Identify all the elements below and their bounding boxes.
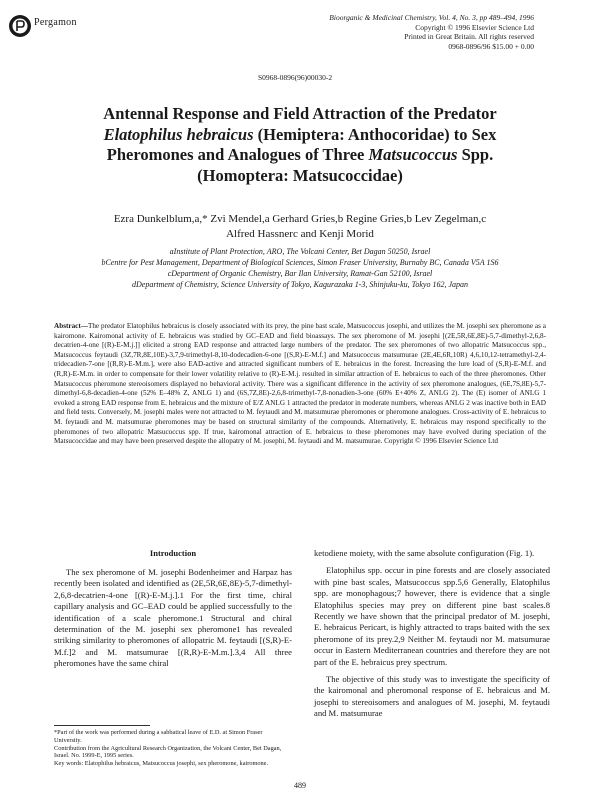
journal-citation-line: 0968-0896/96 $15.00 + 0.00 (448, 41, 534, 51)
footnotes (54, 729, 282, 768)
footnote: Contribution from the Agricultural Research Organization, the Volcani Center, Bet Dagan, Israel. No. 1999-E, 1995 series. (54, 744, 282, 760)
page-number: 489 (294, 781, 306, 790)
affiliation: bCentre for Pest Management, Department of Biological Sciences, Simon Fraser University, Burnaby BC, Canada V5A 1S6 (101, 258, 499, 267)
title-line (40, 145, 560, 166)
body-paragraph: The objective of this study was to investigate the specificity of the kairomonal and pheromonal response of E. hebraicus and M. josephi to stereoisomers and analogues of M. josephi, M. feytaudi and M. matsumurae (314, 674, 550, 719)
title-species: Elatophilus hebraicus (103, 124, 254, 144)
footnote: *Part of the work was performed during a sabbatical leave of E.D. at Simon Fraser University. (54, 729, 263, 744)
author-line: Alfred Hassnerc and Kenji Morid (226, 228, 374, 240)
paper-title (40, 104, 560, 186)
title-line: (Homoptera: Matsucoccidae) (197, 165, 403, 185)
title-line-rest: (Hemiptera: Anthocoridae) to Sex (253, 124, 497, 144)
publisher-name: Pergamon (34, 17, 77, 28)
affiliation: dDepartment of Chemistry, Science University of Tokyo, Kagurazaka 1-3, Shinjuku-ku, Tokyo 162, Japan (131, 280, 469, 289)
journal-citation-line: Bioorganic & Medicinal Chemistry, Vol. 4, No. 3, pp 489–494, 1996 (329, 13, 534, 22)
abstract (54, 322, 546, 447)
title-line-pre: Pheromones and Analogues of Three (106, 145, 369, 164)
title-line (40, 125, 560, 146)
journal-citation (329, 13, 534, 51)
abstract-label: Abstract— (54, 322, 88, 330)
title-genus: Matsucoccus (368, 145, 458, 164)
footnote: Key words: Elatophilus hebraicus, Matsucoccus josephi, sex pheromone, kairomone. (54, 760, 269, 768)
title-line-post: Spp. (457, 145, 494, 164)
affiliation: cDepartment of Organic Chemistry, Bar Ilan University, Ramat-Gan 52100, Israel (167, 269, 433, 278)
body-paragraph: ketodiene moiety, with the same absolute configuration (Fig. 1). (314, 548, 535, 558)
abstract-text: The predator Elatophilus hebraicus is closely associated with its prey, the pine bast scale, Matsucoccus josephi, and utilizes the M. josephi sex pheromone as a kairomone. Kairomonal activity of E. hebraicus was studied by GC–EAD and field bioassays. The sex pheromone of M. josephi [(2E,5R,6E,8E)-5,7-dimethyl-2,6,8-decatrien-4-one [(R)-E-M.j.]] elicited a strong EAD response and attracted large numbers of the predator. The sex pheromones of two allopatric Matsucoccus spp., Matsucoccus feytaudi (3Z,7R,8E,10E)-3,7,9-trimethyl-8,10-dodecadien-6-one [(S,R)-E-M.f.] and Matsucoccus matsumurae (2E,4E,6R,10R) 4,6,10,12-tetramethyl-2,4-tridecadien-7-one [(R,R)-E-M.m.], were also EAD-active and attracted significant numbers of E. hebraicus in the forest. Increasing the lure load of (S,R)-E-M.f. and (R,R)-E-M.m. in order to compensate for their lower volatility relative to (R)-E-M.j. resulted in similar attraction of E. hebraicus to each of the three pheromones. Other Matsucoccus pheromone stereoisomers displayed no behavioral activity. There was a significant difference in the activity of sex pheromone analogues, (6E,7S,8E)-5,7-dimethyl-6,8-decadien-4-one (52% E–48% Z, ANLG 1) and (6S,7Z,8E)-2,6,8-trimethyl-7,8-nonadien-3-one (60% E+40% Z, ANLG 2). The (E) isomer of ANLG 1 evoked a strong EAD response from E. hebraicus and the mixture of E/Z ANLG 1 attracted the predator in moderate numbers, whereas ANLG 2 was inactive both in EAD and field tests. Conversely, M. josephi males were not attracted to M. feytaudi and M. matsumurae pheromones or pheromone analogues. Cross-activity of E. hebraicus to M. feytaudi and M. matsumurae pheromones may be based on structural similarity of the compounds. Alternatively, E. hebraicus may respond specifically to the pheromones of two allopatric Matsucoccus spp. If true, kairomonal attraction of E. hebraicus to these pheromones may have evolved during speciation of the Matsucoccidae and may have been preserved despite the allopatry of M. josephi, M. feytaudi and M. matsumurae. Copyright © 1996 Elsevier Science Ltd (54, 322, 546, 446)
affiliation: aInstitute of Plant Protection, ARO, The Volcani Center, Bet Dagan 50250, Israel (169, 247, 431, 256)
author-line: Ezra Dunkelblum,a,* Zvi Mendel,a Gerhard Gries,b Regine Gries,b Lev Zegelman,c (113, 213, 487, 225)
journal-citation-line: Copyright © 1996 Elsevier Science Ltd (415, 22, 534, 32)
title-line: Antennal Response and Field Attraction of the Predator (103, 104, 497, 123)
footnote-divider (54, 725, 150, 726)
section-heading: Introduction (149, 548, 197, 558)
affiliations (60, 246, 540, 290)
column-left (54, 548, 292, 676)
body-paragraph: The sex pheromone of M. josephi Bodenheimer and Harpaz has recently been isolated and identified as (2E,5R,6E,8E)-5,7-dimethyl-2,6,8-decatrien-4-one [(R)-E-M.j.].1 For the first time, chiral capillary analysis and GC–EAD could be applied successfully to the identification of a scale pheromone.1 Structural and chiral determination of the M. josephi sex pheromone1 has revealed striking similarity to pheromones of allopatric M. feytaudi [(S,R)-E-M.f.]2 and M. matsumurae [(R,R)-E-M.m.].3,4 All three pheromones have the same chiral (54, 567, 292, 669)
author-list (60, 212, 540, 242)
journal-citation-line: Printed in Great Britain. All rights reserved (404, 32, 534, 41)
body-paragraph: Elatophilus spp. occur in pine forests and are closely associated with pine bast scales, Matsucoccus spp.5,6 Generally, Elatophilus spp. are monophagous;7 however, there is evidence that a single Elatophilus species may prey on different pine bast scales.8 Recently we have shown that the principal predator of M. josephi, E. hebraicus Pericart, is highly attracted to traps baited with the sex pheromone of its prey.2,9 Neither M. feytaudi nor M. matsumurae occur in Eastern Mediterranean countries and therefore they are not part of the E. hebraicus prey spectrum. (314, 565, 550, 667)
pergamon-logo-icon (8, 14, 32, 38)
column-right (314, 548, 550, 726)
doi: S0968-0896(96)00030-2 (258, 73, 333, 82)
